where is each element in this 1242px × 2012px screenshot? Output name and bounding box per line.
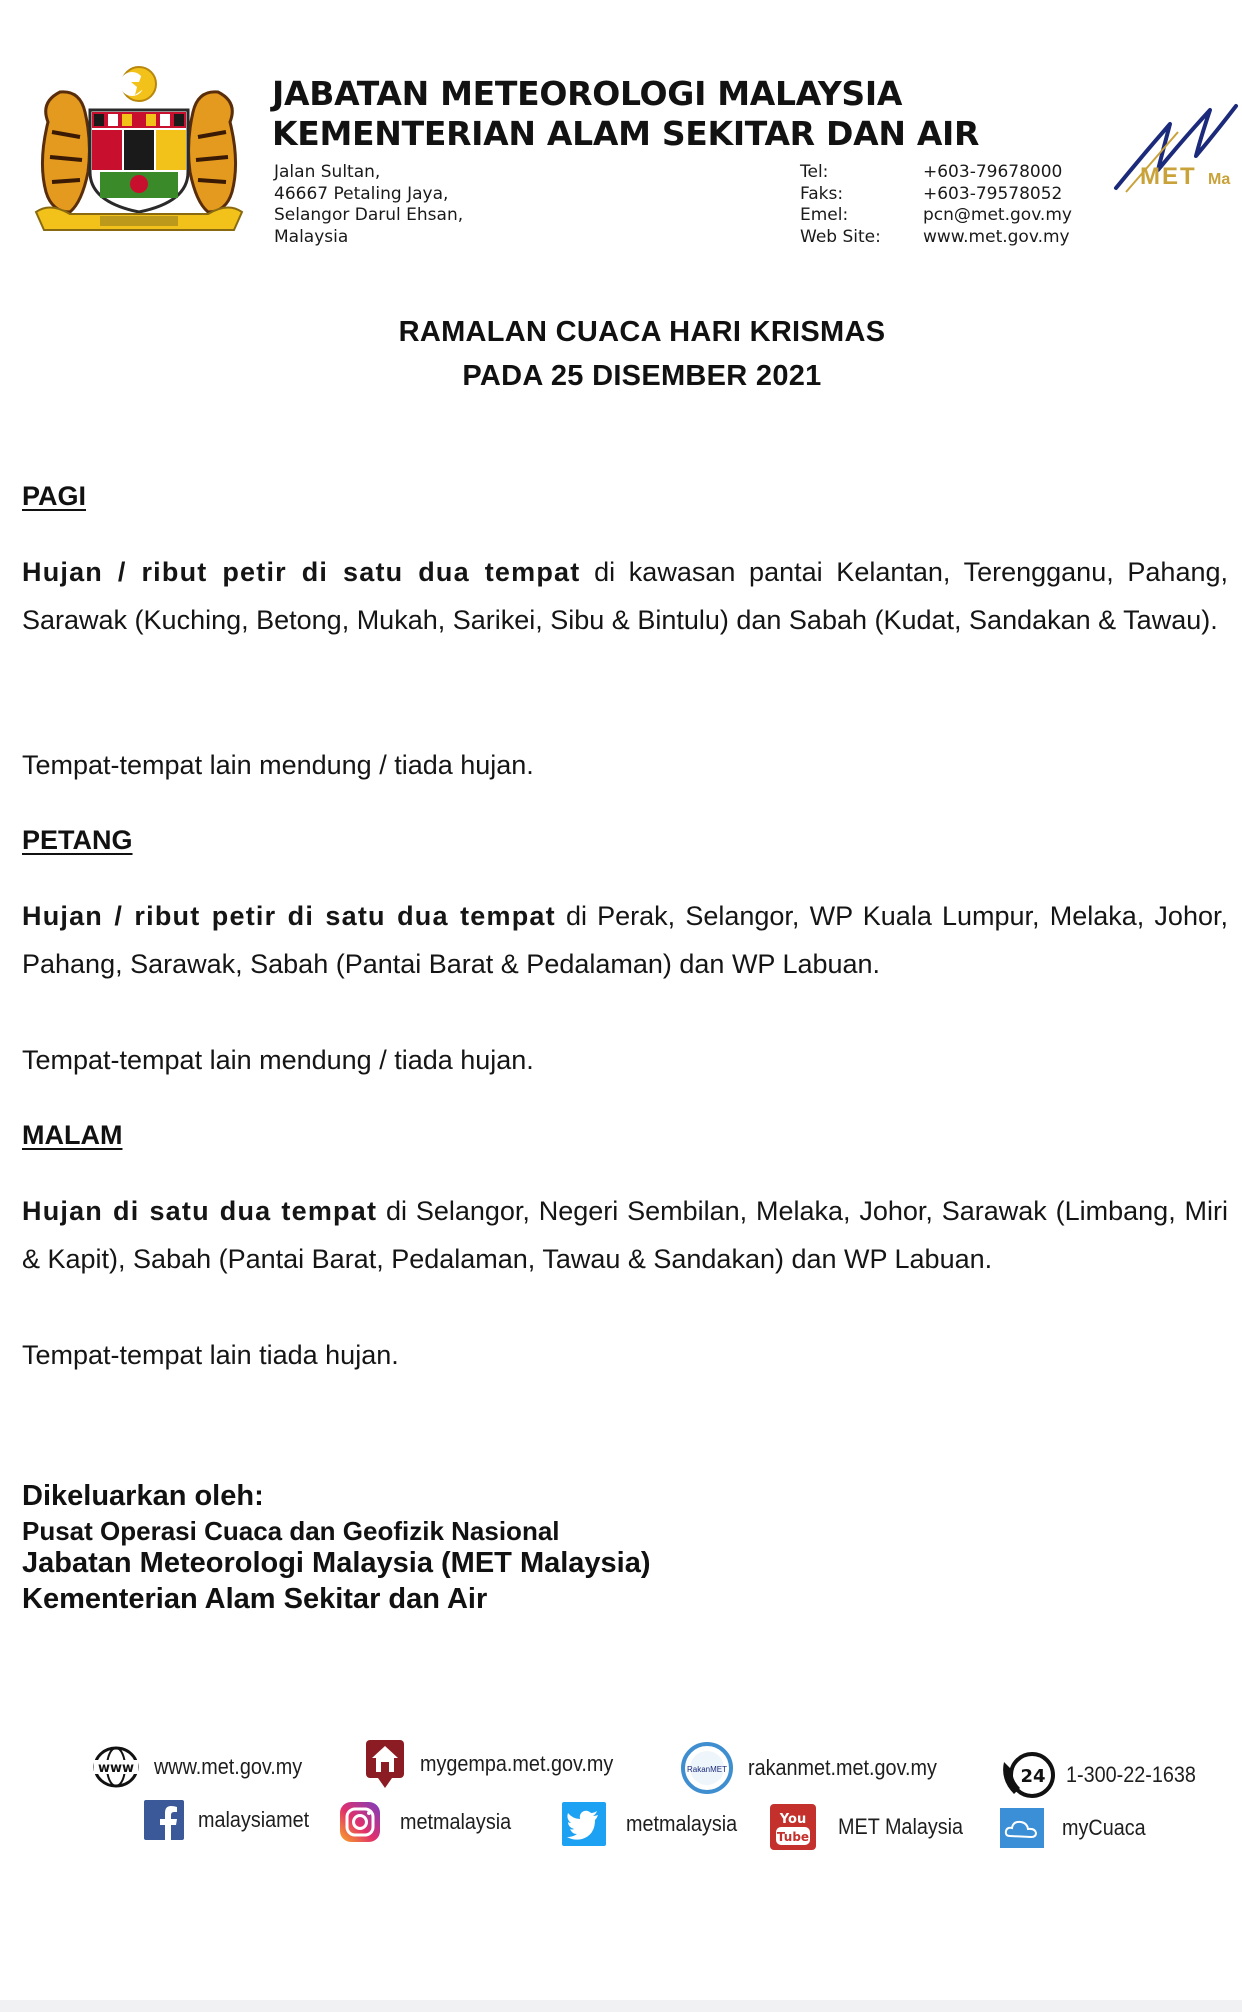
footer-website-text: www.met.gov.my	[154, 1754, 303, 1779]
org-name-line-1: JABATAN METEOROLOGI MALAYSIA	[272, 74, 903, 113]
contact-tel: +603-79678000	[923, 162, 1063, 182]
address-line: Jalan Sultan,	[274, 162, 381, 182]
document-title-line-2: PADA 25 DISEMBER 2021	[462, 360, 822, 392]
footer-hotline-text: 1-300-22-1638	[1066, 1762, 1196, 1787]
other-places-petang: Tempat-tempat lain mendung / tiada hujan.	[22, 1045, 534, 1075]
rakanmet-badge-icon	[680, 1742, 734, 1794]
mycuaca-cloud-icon	[1000, 1808, 1044, 1848]
footer-facebook[interactable]	[144, 1800, 321, 1840]
footer-youtube-text: MET Malaysia	[838, 1814, 964, 1839]
footer-mycuaca[interactable]	[1000, 1808, 1155, 1848]
footer-mygempa-text: mygempa.met.gov.my	[420, 1751, 614, 1776]
address-line: Malaysia	[274, 226, 349, 247]
contact-labels	[800, 162, 881, 248]
contact-label-tel: Tel:	[800, 162, 829, 182]
page-bottom-edge	[0, 2000, 1242, 2012]
document-title-line-1: RAMALAN CUACA HARI KRISMAS	[398, 316, 886, 348]
section-heading-malam: MALAM	[22, 1120, 123, 1150]
footer-mycuaca-text: myCuaca	[1062, 1815, 1146, 1840]
contact-label-website: Web Site:	[800, 226, 881, 247]
facebook-icon	[144, 1800, 184, 1840]
footer-instagram-text: metmalaysia	[400, 1809, 512, 1834]
footer-youtube[interactable]	[770, 1804, 977, 1850]
jata-negara-crest-icon	[30, 62, 248, 238]
contact-values	[923, 162, 1072, 248]
rakanmet-icon-text: RakanMET	[686, 1765, 728, 1774]
section-heading-pagi: PAGI	[22, 481, 87, 511]
other-places-pagi: Tempat-tempat lain mendung / tiada hujan.	[22, 750, 534, 780]
forecast-paragraph-petang	[22, 892, 1228, 988]
footer-facebook-text: malaysiamet	[198, 1807, 310, 1832]
footer-rakanmet-text: rakanmet.met.gov.my	[748, 1755, 937, 1780]
youtube-icon-text-1: You	[779, 1812, 807, 1827]
footer-website[interactable]	[92, 1745, 319, 1789]
met-logo-suffix: Ma	[1208, 171, 1231, 188]
forecast-bold-pagi: Hujan / ribut petir di satu dua tempat	[22, 557, 581, 587]
forecast-bold-petang: Hujan / ribut petir di satu dua tempat	[22, 901, 556, 931]
twitter-icon	[562, 1802, 606, 1846]
forecast-text-petang: di Perak, Selangor, WP Kuala Lumpur, Melaka, Johor, Pahang, Sarawak, Sabah (Pantai Barat & Pedalaman) dan WP Labuan.	[22, 901, 1228, 979]
met-logo-text: MET	[1140, 163, 1197, 190]
youtube-icon	[770, 1804, 816, 1850]
issuer-line-1: Pusat Operasi Cuaca dan Geofizik Nasional	[22, 1516, 560, 1546]
www-icon-text: www	[97, 1761, 135, 1776]
forecast-text-malam: di Selangor, Negeri Sembilan, Melaka, Johor, Sarawak (Limbang, Miri & Kapit), Sabah (Pantai Barat, Pedalaman, Tawau & Sandakan) dan WP Labuan.	[22, 1196, 1228, 1274]
forecast-text-pagi: di kawasan pantai Kelantan, Terengganu, Pahang, Sarawak (Kuching, Betong, Mukah, Sarikei, Sibu & Bintulu) dan Sabah (Kudat, Sandakan & Tawau).	[22, 557, 1228, 635]
youtube-icon-text-2: Tube	[776, 1830, 810, 1844]
other-places-malam: Tempat-tempat lain tiada hujan.	[22, 1340, 399, 1370]
forecast-paragraph-pagi	[22, 548, 1228, 644]
footer-hotline[interactable]	[1000, 1750, 1210, 1800]
contact-website[interactable]: www.met.gov.my	[923, 226, 1070, 247]
footer-instagram[interactable]	[338, 1800, 523, 1844]
issued-by-label: Dikeluarkan oleh:	[22, 1480, 264, 1512]
globe-www-icon	[92, 1745, 140, 1789]
contact-label-fax: Faks:	[800, 183, 844, 204]
mygempa-house-icon	[364, 1738, 406, 1790]
section-heading-petang: PETANG	[22, 825, 133, 855]
contact-label-email: Emel:	[800, 205, 849, 225]
postal-address	[274, 162, 463, 248]
footer-mygempa[interactable]	[364, 1738, 635, 1790]
org-name-line-2: KEMENTERIAN ALAM SEKITAR DAN AIR	[272, 114, 980, 153]
address-line: 46667 Petaling Jaya,	[274, 183, 449, 204]
address-line: Selangor Darul Ehsan,	[274, 205, 464, 225]
met-malaysia-logo-icon	[1112, 96, 1242, 196]
issuer-line-3: Kementerian Alam Sekitar dan Air	[22, 1583, 488, 1615]
footer-rakanmet[interactable]	[680, 1742, 958, 1794]
forecast-paragraph-malam	[22, 1187, 1228, 1283]
contact-fax: +603-79578052	[923, 183, 1063, 204]
footer-twitter-text: metmalaysia	[626, 1811, 738, 1836]
contact-email[interactable]: pcn@met.gov.my	[923, 205, 1072, 225]
footer-twitter[interactable]	[562, 1802, 749, 1846]
forecast-bold-malam: Hujan di satu dua tempat	[22, 1196, 378, 1226]
hotline-icon-text: 24	[1020, 1766, 1046, 1787]
issuer-line-2: Jabatan Meteorologi Malaysia (MET Malaysia)	[22, 1547, 651, 1579]
hotline-24h-phone-icon	[1000, 1750, 1058, 1800]
instagram-icon	[338, 1800, 382, 1844]
